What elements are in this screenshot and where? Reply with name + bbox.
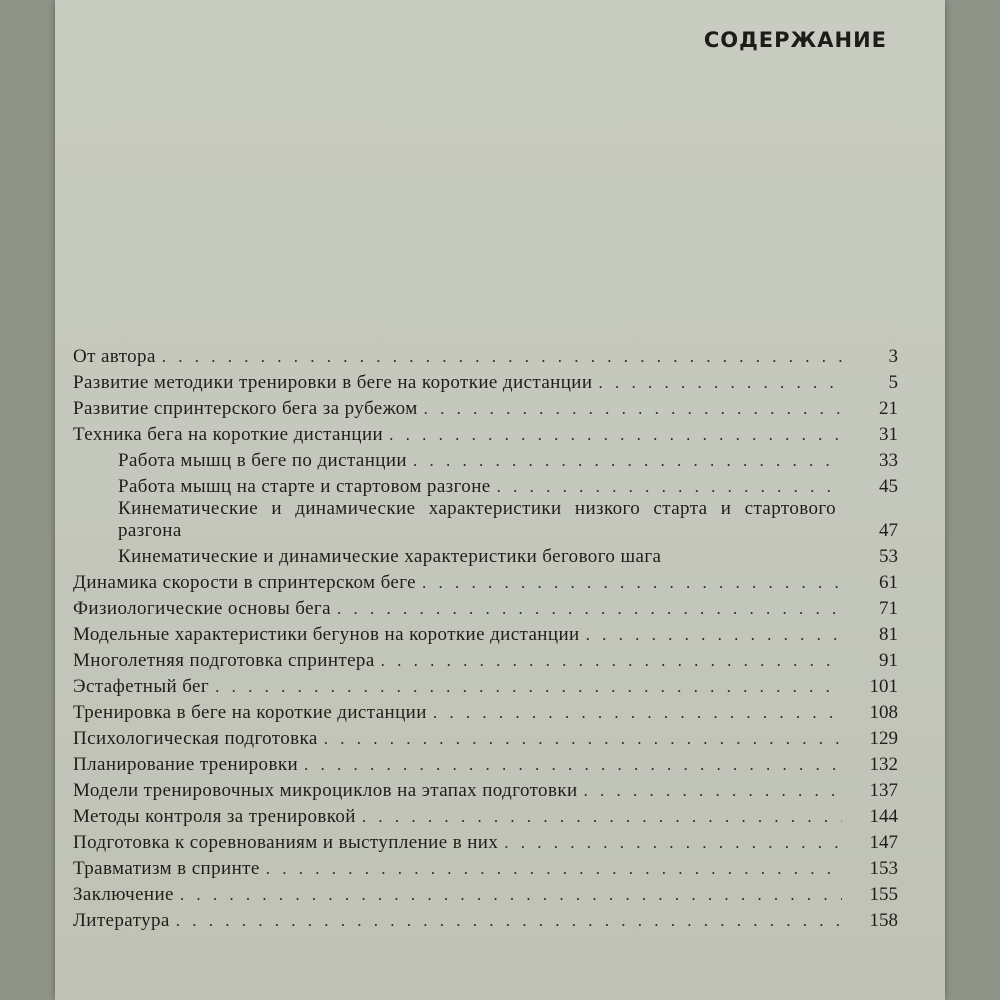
leader-dots <box>180 884 842 906</box>
leader-dots <box>304 754 842 776</box>
toc-entry <box>73 906 898 932</box>
toc-page-number: 81 <box>879 624 898 645</box>
toc-page-number: 137 <box>869 780 898 801</box>
leader-dots <box>381 650 842 672</box>
leader-dots <box>362 806 842 828</box>
leader-dots <box>584 780 842 802</box>
toc-entry <box>73 368 898 394</box>
toc-page-number: 147 <box>869 832 898 853</box>
toc-entry <box>73 646 898 672</box>
toc-page-number: 155 <box>869 884 898 905</box>
toc-entry-title: Тренировка в беге на короткие дистанции <box>73 702 427 723</box>
toc-entry <box>73 672 898 698</box>
toc-page-number: 108 <box>869 702 898 723</box>
toc-page-number: 129 <box>869 728 898 749</box>
toc-subentry <box>73 446 898 472</box>
toc-page-number: 153 <box>869 858 898 879</box>
toc-page-number: 101 <box>869 676 898 697</box>
leader-dots <box>324 728 842 750</box>
toc-entry-title: Литература <box>73 910 170 931</box>
toc-entry-title: Кинематические и динамические характеристики бегового шага <box>118 546 662 567</box>
toc-entry-title: Физиологические основы бега <box>73 598 331 619</box>
toc-page-number: 144 <box>869 806 898 827</box>
toc-page-number: 31 <box>879 424 898 445</box>
toc-entry <box>73 880 898 906</box>
toc-entry <box>73 698 898 724</box>
table-of-contents <box>73 342 898 932</box>
toc-page-number: 3 <box>888 346 898 367</box>
toc-page-number: 5 <box>888 372 898 393</box>
toc-entry-title: Планирование тренировки <box>73 754 299 775</box>
toc-entry <box>73 750 898 776</box>
toc-entry <box>73 620 898 646</box>
toc-entry <box>73 776 898 802</box>
leader-dots <box>389 424 842 446</box>
leader-dots <box>497 476 842 498</box>
toc-subentry <box>73 542 898 568</box>
toc-entry <box>73 854 898 880</box>
toc-entry-title: Модели тренировочных микроциклов на этапах подготовки <box>73 780 578 801</box>
toc-entry <box>73 568 898 594</box>
book-page <box>55 0 945 1000</box>
toc-page-number: 158 <box>869 910 898 931</box>
toc-page-number: 21 <box>879 398 898 419</box>
toc-page-number: 53 <box>879 546 898 567</box>
toc-entry <box>73 342 898 368</box>
toc-entry-title: Травматизм в спринте <box>73 858 260 879</box>
leader-dots <box>422 572 842 594</box>
toc-page-number: 132 <box>869 754 898 775</box>
toc-entry-title: Методы контроля за тренировкой <box>73 806 356 827</box>
toc-entry-title: Многолетняя подготовка спринтера <box>73 650 375 671</box>
toc-subentry <box>73 472 898 498</box>
toc-entry <box>73 594 898 620</box>
toc-entry-title: Кинематические и динамические характеристики низкого старта и стартового разгона <box>118 498 836 541</box>
toc-entry <box>73 394 898 420</box>
leader-dots <box>337 598 842 620</box>
toc-page-number: 47 <box>879 520 898 541</box>
toc-entry <box>73 802 898 828</box>
toc-entry-title: От автора <box>73 346 156 367</box>
toc-entry <box>73 828 898 854</box>
leader-dots <box>424 398 842 420</box>
toc-entry-title: Модельные характеристики бегунов на короткие дистанции <box>73 624 580 645</box>
toc-page-number: 45 <box>879 476 898 497</box>
leader-dots <box>162 346 842 368</box>
toc-entry-title: Заключение <box>73 884 174 905</box>
toc-page-number: 33 <box>879 450 898 471</box>
leader-dots <box>433 702 842 724</box>
toc-entry-title: Подготовка к соревнованиям и выступление в них <box>73 832 499 853</box>
leader-dots <box>266 858 842 880</box>
toc-entry <box>73 420 898 446</box>
leader-dots <box>176 910 842 932</box>
toc-entry-title: Работа мышц на старте и стартовом разгоне <box>118 476 491 497</box>
toc-entry <box>73 724 898 750</box>
toc-page-number: 71 <box>879 598 898 619</box>
toc-entry-title: Техника бега на короткие дистанции <box>73 424 384 445</box>
toc-subentry <box>73 498 898 542</box>
leader-dots <box>504 832 842 854</box>
leader-dots <box>215 676 842 698</box>
toc-entry-title: Динамика скорости в спринтерском беге <box>73 572 417 593</box>
toc-entry-title: Эстафетный бег <box>73 676 210 697</box>
toc-page-number: 91 <box>879 650 898 671</box>
leader-dots <box>413 450 842 472</box>
toc-entry-title: Психологическая подготовка <box>73 728 318 749</box>
leader-dots <box>586 624 842 646</box>
toc-entry-title: Развитие методики тренировки в беге на короткие дистанции <box>73 372 593 393</box>
contents-heading: СОДЕРЖАНИЕ <box>703 28 887 52</box>
toc-page-number: 61 <box>879 572 898 593</box>
toc-entry-title: Развитие спринтерского бега за рубежом <box>73 398 418 419</box>
toc-entry-title: Работа мышц в беге по дистанции <box>118 450 407 471</box>
leader-dots <box>598 372 842 394</box>
